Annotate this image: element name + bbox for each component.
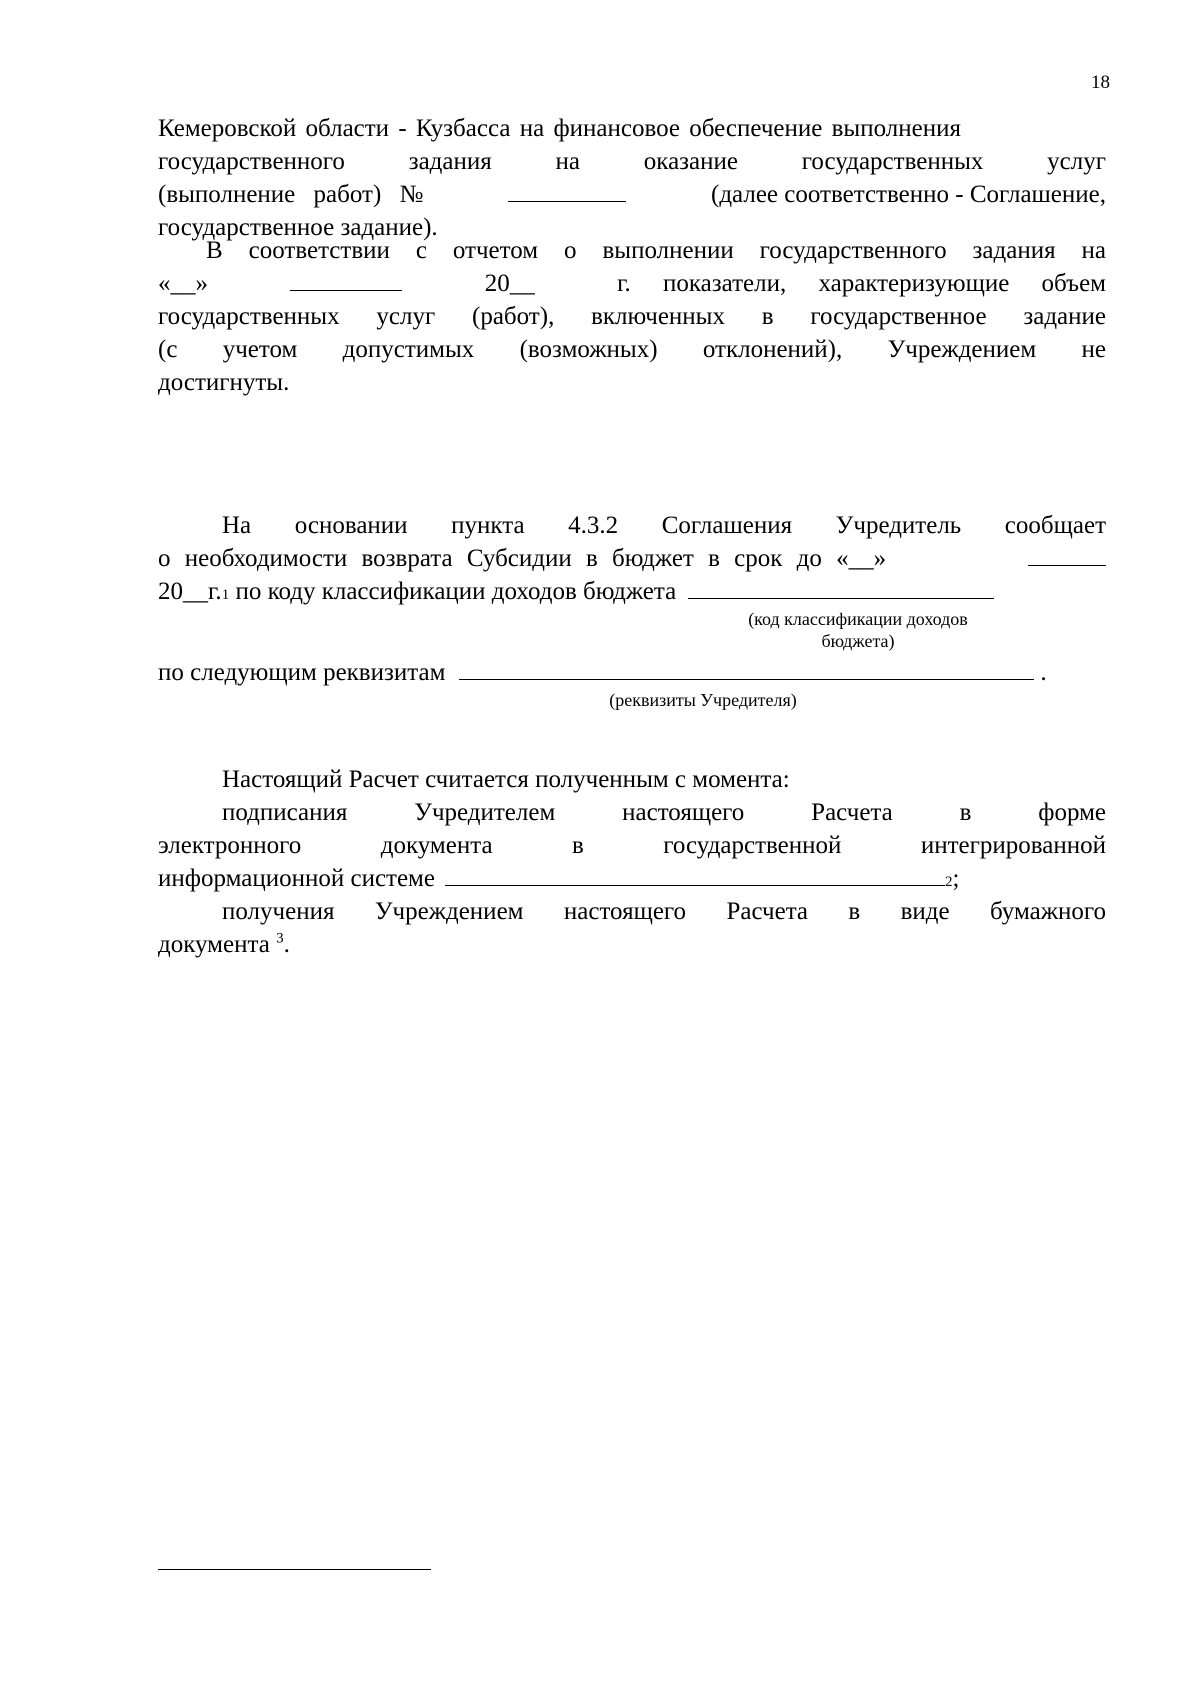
text-line-content: Настоящий Расчет считается полученным с момента: <box>222 766 790 793</box>
text-line-content: по коду классификации доходов бюджета <box>229 578 677 605</box>
text-line-content: государственного задания на оказание государственных услуг <box>158 148 1106 175</box>
footnote-separator <box>158 1569 431 1570</box>
text-line <box>158 112 1106 145</box>
caption-details: (реквизиты Учредителя) <box>609 690 797 710</box>
date-year-field: 20__ <box>484 270 535 297</box>
text-line-content: В соответствии с отчетом о выполнении государственного задания на <box>206 237 1106 264</box>
text-line-content: по следующим реквизитам <box>158 659 446 686</box>
text-line-content: ; <box>952 865 960 892</box>
text-line-content: Кемеровской области - Кузбасса на финансовое обеспечение выполнения <box>158 115 961 142</box>
text-line-content: информационной системе <box>158 865 435 892</box>
text-line-content: о необходимости возврата Субсидии в бюджет в срок до «__» <box>158 545 887 572</box>
text-line: информационной системе 2 ; <box>158 862 1106 895</box>
return-year-field: 20__г. <box>158 578 222 605</box>
paragraph-return-notice <box>158 509 1106 711</box>
page-number: 18 <box>1091 72 1110 93</box>
text-line-content: (далее соответственно - Соглашение, <box>711 181 1106 208</box>
date-day-field: «__» <box>158 270 208 297</box>
text-line-content: государственное задание). <box>158 214 438 241</box>
text-line-content: государственных услуг (работ), включенных в государственное задание <box>158 303 1106 330</box>
information-system-blank <box>445 863 945 886</box>
revenue-code-blank <box>688 576 994 599</box>
text-line-content: (выполнение работ) № <box>158 181 424 208</box>
text-line-content: (с учетом допустимых (возможных) отклонений), Учреждением не <box>158 336 1106 363</box>
text-line-content: . <box>1040 659 1047 686</box>
text-line-content: электронного документа в государственной интегрированной <box>158 832 1106 859</box>
text-line-content: На основании пункта 4.3.2 Соглашения Учредитель сообщает <box>222 512 1106 539</box>
return-month-blank <box>1028 543 1106 566</box>
text-line <box>158 178 1106 211</box>
date-month-blank <box>290 268 402 291</box>
text-line <box>158 267 1106 300</box>
agreement-number-blank <box>508 179 626 202</box>
paragraph-receipt-moment <box>158 763 1106 961</box>
details-blank <box>459 657 1034 680</box>
text-line-content: г. показатели, характеризующие объем <box>617 270 1106 297</box>
text-line <box>158 542 1106 575</box>
caption-revenue-code: (код классификации доходов бюджета) <box>748 609 968 651</box>
text-line-content: документа <box>158 931 277 958</box>
paragraph-agreement-reference <box>158 112 1106 244</box>
text-line <box>158 928 1106 961</box>
paragraph-report <box>158 234 1106 399</box>
text-line-content: достигнуты. <box>158 369 290 396</box>
text-line-content: . <box>283 931 290 958</box>
text-line <box>158 656 1106 689</box>
text-line-content: подписания Учредителем настоящего Расчета в форме <box>222 799 1106 826</box>
text-line: 20__г. 1 по коду классификации доходов бюджета <box>158 575 1106 608</box>
footnote-ref-3: 3 <box>276 930 284 947</box>
text-line-content: получения Учреждением настоящего Расчета в виде бумажного <box>222 898 1106 925</box>
